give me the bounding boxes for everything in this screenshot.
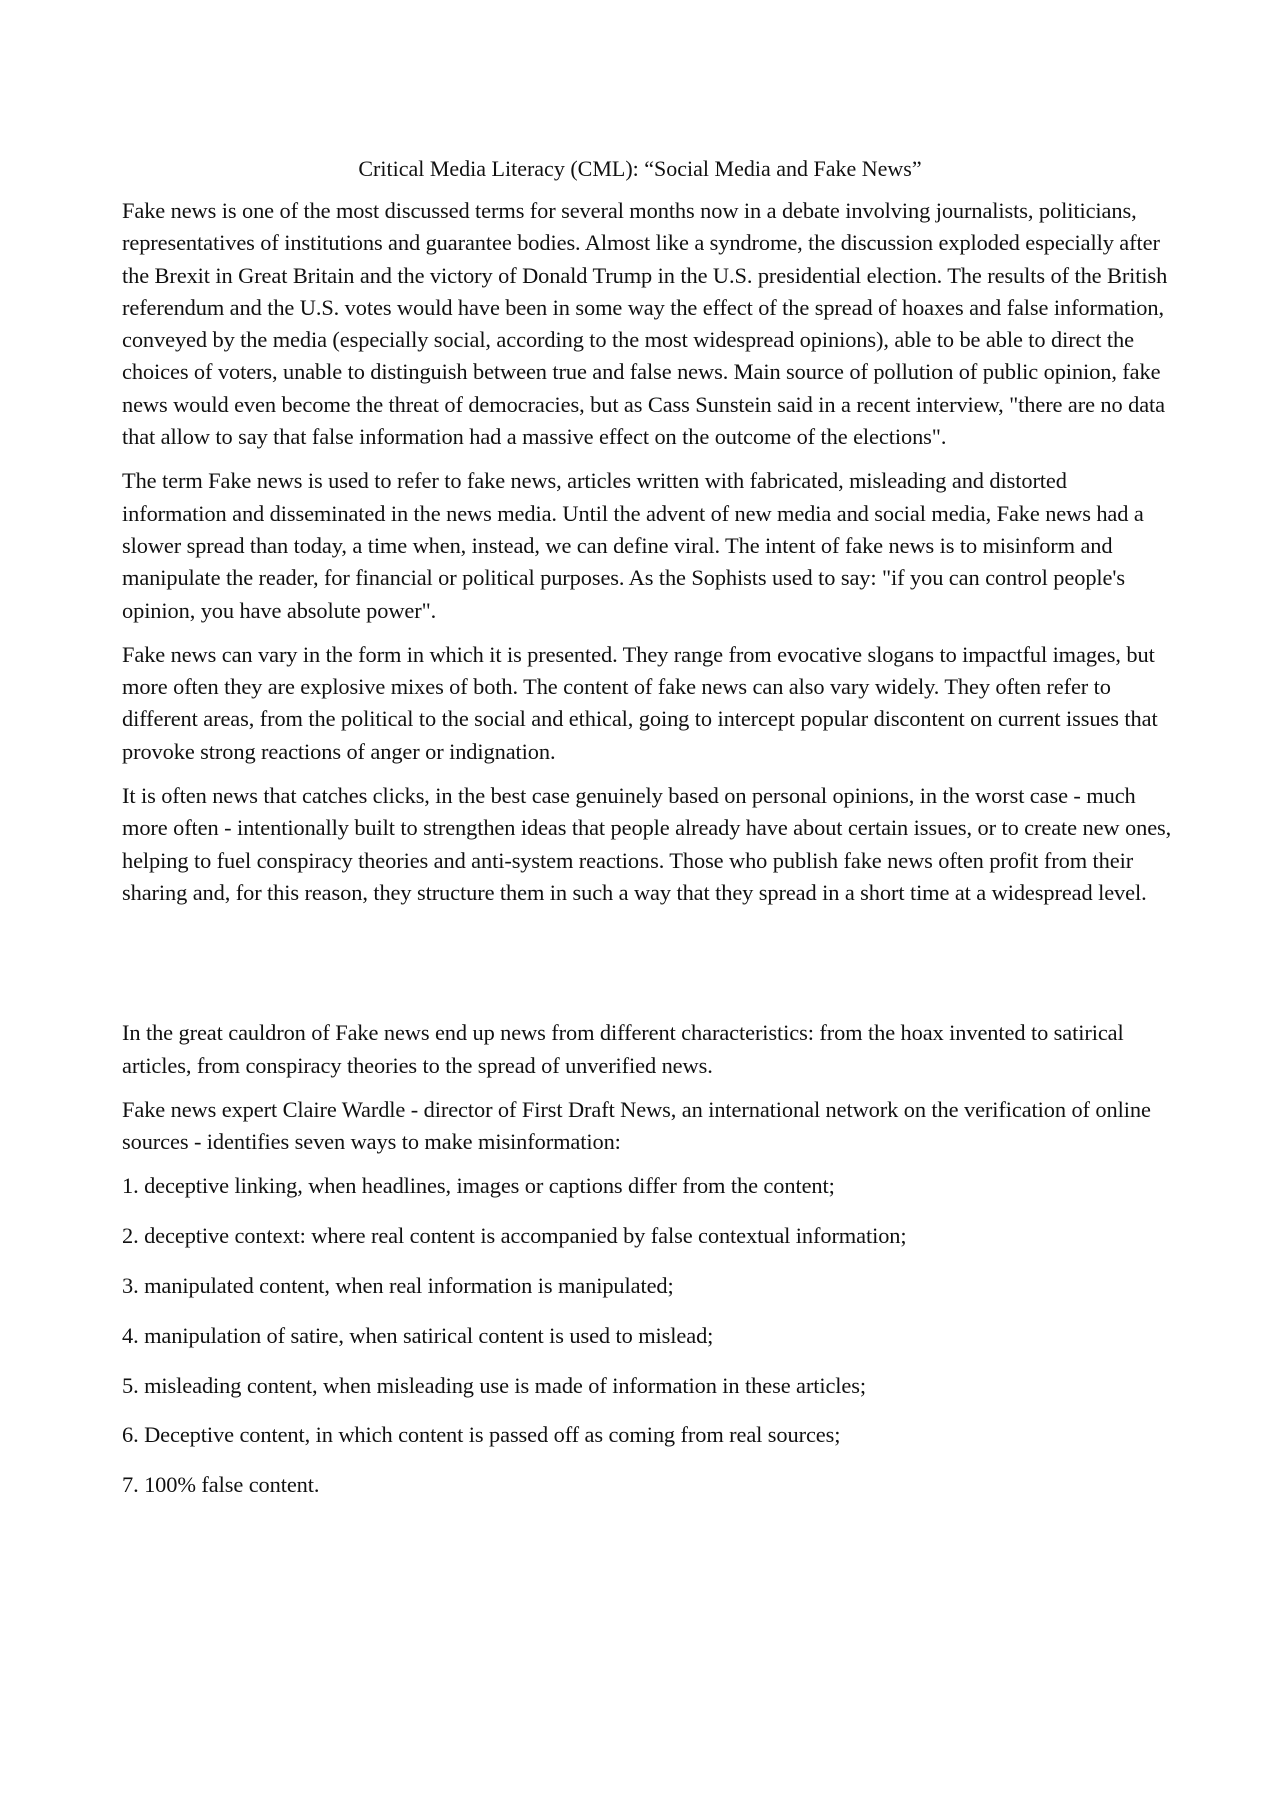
section-spacer [122,921,1172,1017]
paragraph-claire-wardle: Fake news expert Claire Wardle - director of First Draft News, an international network on the verification of online sources - identifies seven ways to make misinformation: [122,1096,1151,1155]
list-item: 4. manipulation of satire, when satirical content is used to mislead; [122,1322,714,1348]
paragraph-fake-news-debate: Fake news is one of the most discussed terms for several months now in a debate involving journalists, politicians, representatives of institutions and guarantee bodies. Almost like a syndrome, the discussion exploded especially after the Brexit in Great Britain and the victory of Donald Trump in the U.S. presidential election. The results of the British referendum and the U.S. votes would have been in some way the effect of the spread of hoaxes and false information, conveyed by the media (especially social, according to the most widespread opinions), able to be able to direct the choices of voters, unable to distinguish between true and false news. Main source of pollution of public opinion, fake news would even become the threat of democracies, but as Cass Sunstein said in a recent interview, "there are no data that allow to say that false information had a massive effect on the outcome of the elections". [122,198,1168,450]
list-item: 7. 100% false content. [122,1472,320,1498]
paragraph-term-definition: The term Fake news is used to refer to fake news, articles written with fabricated, misleading and distorted information and disseminated in the news media. Until the advent of new media and social media, Fake news had a slower spread than today, a time when, instead, we can define viral. The intent of fake news is to misinform and manipulate the reader, for financial or political purposes. As the Sophists used to say: "if you can control people's opinion, you have absolute power". [122,468,1144,623]
paragraph-cauldron: In the great cauldron of Fake news end up news from different characteristics: from the hoax invented to satirical articles, from conspiracy theories to the spread of unverified news. [122,1020,1124,1078]
document-title: Critical Media Literacy (CML): “Social Media and Fake News” [358,156,922,181]
list-item: 3. manipulated content, when real information is manipulated; [122,1273,674,1299]
list-item: 5. misleading content, when misleading use is made of information in these articles; [122,1372,866,1398]
misinformation-types-list [122,1170,1172,1501]
list-item: 2. deceptive context: where real content is accompanied by false contextual information; [122,1223,907,1249]
paragraph-clickbait: It is often news that catches clicks, in the best case genuinely based on personal opinions, in the worst case - much more often - intentionally built to strengthen ideas that people already have about certain issues, or to create new ones, helping to fuel conspiracy theories and anti-system reactions. Those who publish fake news often profit from their sharing and, for this reason, they structure them in such a way that they spread in a short time at a widespread level. [122,783,1172,905]
list-item: 1. deceptive linking, when headlines, images or captions differ from the content; [122,1173,835,1199]
paragraph-forms-of-fake-news: Fake news can vary in the form in which it is presented. They range from evocative slogans to impactful images, but more often they are explosive mixes of both. The content of fake news can also vary widely. They often refer to different areas, from the political to the social and ethical, going to intercept popular discontent on current issues that provoke strong reactions of anger or indignation. [122,641,1158,764]
document-page [122,153,1172,1519]
list-item: 6. Deceptive content, in which content is passed off as coming from real sources; [122,1422,841,1448]
